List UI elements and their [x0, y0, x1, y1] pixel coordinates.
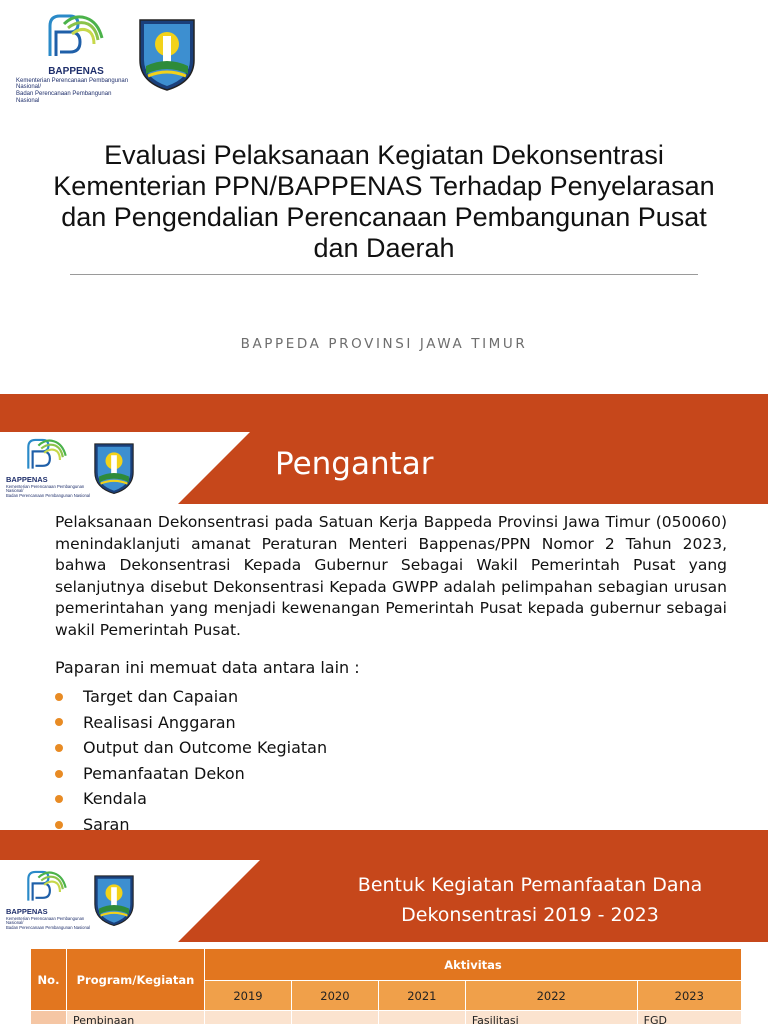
bullet-icon: [55, 718, 63, 726]
bullet-icon: [55, 770, 63, 778]
bappenas-logo-icon: [24, 436, 70, 474]
table-cell: [291, 1011, 378, 1024]
top-accent-strip: [0, 394, 768, 432]
topic-list: [55, 684, 327, 830]
table-cell: [205, 1011, 292, 1024]
activity-table: [30, 948, 742, 1024]
column-header-year: 2023: [637, 981, 741, 1011]
bullet-icon: [55, 795, 63, 803]
slide-header-line2: Dekonsentrasi 2019 - 2023: [401, 904, 659, 926]
column-header-no: No.: [31, 949, 67, 1011]
list-item: [55, 761, 327, 787]
column-header-year: 2021: [378, 981, 465, 1011]
table-cell: FGD: [637, 1011, 741, 1024]
table-cell: [378, 1011, 465, 1024]
column-header-year: 2022: [465, 981, 637, 1011]
bappenas-logo-icon: [24, 868, 70, 906]
slide-header-line1: Bentuk Kegiatan Pemanfaatan Dana: [357, 874, 703, 896]
column-header-year: 2020: [291, 981, 378, 1011]
list-item: [55, 812, 327, 830]
table-cell: Fasilitasi: [465, 1011, 637, 1024]
jatim-shield-icon: [92, 872, 136, 928]
column-header-activity: Aktivitas: [205, 949, 742, 981]
list-item: [55, 786, 327, 812]
column-header-year: 2019: [205, 981, 292, 1011]
top-accent-strip: [0, 830, 768, 860]
table-cell: Pembinaan: [67, 1011, 205, 1024]
list-item-label: Output dan Outcome Kegiatan: [83, 738, 328, 758]
logo-caption-line2: Badan Perencanaan Pembangunan Nasional: [6, 493, 91, 499]
slide-pengantar: [0, 394, 768, 830]
list-item-label: Realisasi Anggaran: [83, 712, 236, 732]
logo-caption: [6, 908, 92, 931]
bappenas-logo-icon: [44, 12, 108, 62]
logo-caption: [16, 66, 136, 105]
logo-caption-line1: Kementerian Perencanaan Pembangunan Nasional/: [6, 915, 85, 926]
logo-group: [4, 436, 154, 506]
intro-paragraph: Pelaksanaan Dekonsentrasi pada Satuan Kerja Bappeda Provinsi Jawa Timur (050060) menindaklanjuti amanat Peraturan Menteri Bappenas/PPN Nomor 2 Tahun 2023, bahwa Dekonsentrasi Kepada Gubernur Sebagai Wakil Pemerintah Pusat yang selanjutnya disebut Dekonsentrasi Kepada GWPP adalah pelimpahan sebagian urusan pemerintahan yang menjadi kewenangan Pemerintah Pusat kepada gubernur sebagai wakil Pemerintah Pusat.: [55, 513, 727, 639]
logo-name: BAPPENAS: [6, 907, 48, 916]
list-item: [55, 710, 327, 736]
bullet-icon: [55, 693, 63, 701]
column-header-program: Program/Kegiatan: [67, 949, 205, 1011]
logo-name: BAPPENAS: [48, 66, 104, 77]
logo-group: [14, 12, 214, 112]
logo-caption-line1: Kementerian Perencanaan Pembangunan Nasional/: [6, 483, 85, 494]
logo-group: [4, 868, 154, 938]
jatim-shield-icon: [92, 440, 136, 496]
list-item-label: Saran: [83, 814, 130, 830]
list-item-label: Pemanfaatan Dekon: [83, 763, 245, 783]
list-intro: Paparan ini memuat data antara lain :: [55, 658, 360, 677]
logo-caption: [6, 476, 92, 499]
list-item: [55, 684, 327, 710]
logo-caption-line2: Badan Perencanaan Pembangunan Nasional: [16, 91, 112, 105]
bullet-icon: [55, 821, 63, 829]
table-row: [31, 1011, 742, 1024]
bullet-icon: [55, 744, 63, 752]
logo-caption-line1: Kementerian Perencanaan Pembangunan Nasional/: [16, 77, 129, 91]
logo-name: BAPPENAS: [6, 475, 48, 484]
slide-header: Pengantar: [275, 446, 434, 482]
table-cell: [31, 1011, 67, 1024]
slide-bentuk-kegiatan: [0, 830, 768, 1024]
list-item: [55, 735, 327, 761]
slide-header: [300, 870, 760, 930]
list-item-label: Target dan Capaian: [83, 687, 239, 706]
logo-caption-line2: Badan Perencanaan Pembangunan Nasional: [6, 925, 91, 931]
jatim-shield-icon: [136, 16, 198, 92]
presentation-title: Evaluasi Pelaksanaan Kegiatan Dekonsentrasi Kementerian PPN/BAPPENAS Terhadap Penyelarasan dan Pengendalian Perencanaan Pembangunan Pusat dan Daerah: [53, 140, 715, 263]
slide-title: [0, 0, 768, 394]
list-item-label: Kendala: [83, 789, 147, 809]
title-divider: [70, 274, 698, 275]
presentation-subtitle: BAPPEDA PROVINSI JAWA TIMUR: [240, 336, 528, 352]
